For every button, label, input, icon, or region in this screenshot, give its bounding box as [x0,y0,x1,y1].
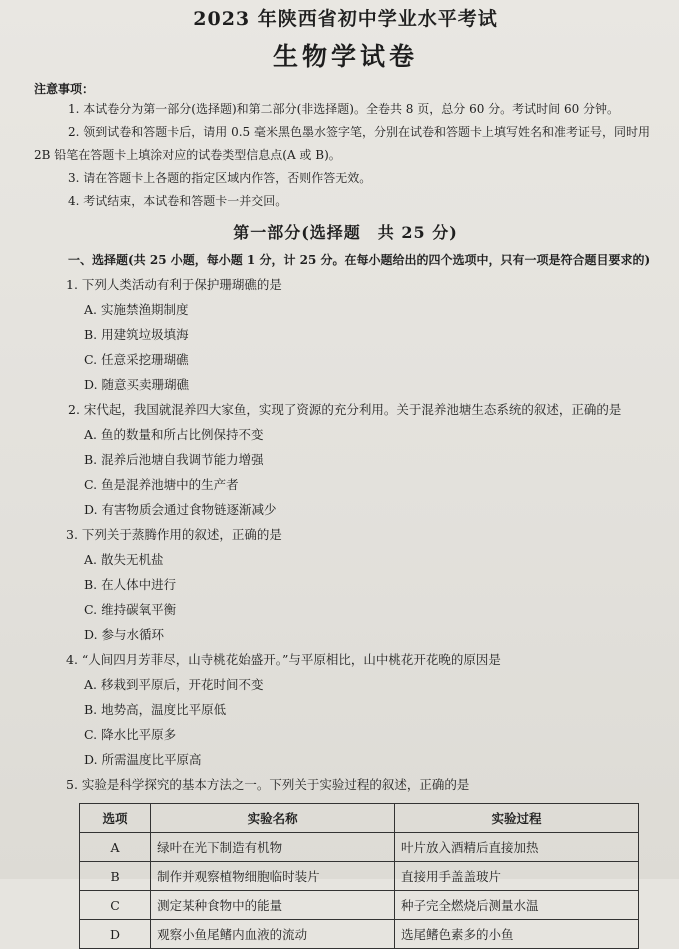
option: B. 混养后池塘自我调节能力增强 [84,452,264,467]
question-stem: 4. “人间四月芳菲尽，山寺桃花始盛开。”与平原相比，山中桃花开花晚的原因是 [66,652,501,667]
option: C. 降水比平原多 [84,727,177,742]
part1-title: 第一部分(选择题 共 25 分) [233,223,458,242]
exam-title: 2023 年陕西省初中学业水平考试 [193,8,498,30]
table-cell: A [80,833,151,862]
table-cell: 绿叶在光下制造有机物 [151,833,395,862]
table-header: 选项 [80,804,151,833]
option: C. 鱼是混养池塘中的生产者 [84,477,239,492]
option: A. 鱼的数量和所占比例保持不变 [84,427,264,442]
table-row [80,833,639,862]
question-options [34,547,657,647]
table-header-row [80,804,639,833]
option: A. 散失无机盐 [84,552,164,567]
table-cell: 种子完全燃烧后测量水温 [395,891,639,920]
question-options [34,422,657,522]
subject-title: 生物学试卷 [272,42,418,71]
table-row [80,862,639,891]
notice-item: 3. 请在答题卡上各题的指定区域内作答，否则作答无效。 [68,171,372,185]
table-row [80,920,639,949]
option: D. 所需温度比平原高 [84,752,202,767]
notice-item: 2. 领到试卷和答题卡后，请用 0.5 毫米黑色墨水签字笔，分别在试卷和答题卡上填写姓名和准考证号，同时用 2B 铅笔在答题卡上填涂对应的试卷类型信息点(A 或 B)。 [34,125,650,162]
option: C. 任意采挖珊瑚礁 [84,352,189,367]
table-cell: D [80,920,151,949]
part1-instruction: 一、选择题(共 25 小题，每小题 1 分，计 25 分。在每小题给出的四个选项中，只有一项是符合题目要求的) [68,253,651,267]
table-header: 实验名称 [151,804,395,833]
question-options [34,672,657,772]
option: B. 地势高，温度比平原低 [84,702,227,717]
question-stem: 2. 宋代起，我国就混养四大家鱼，实现了资源的充分利用。关于混养池塘生态系统的叙述，正确的是 [68,402,622,417]
option: A. 移栽到平原后，开花时间不变 [84,677,264,692]
notice-heading: 注意事项： [34,82,95,96]
table-cell: 叶片放入酒精后直接加热 [395,833,639,862]
table-row [80,891,639,920]
table-cell: 直接用手盖盖玻片 [395,862,639,891]
option: D. 参与水循环 [84,627,165,642]
option: D. 随意买卖珊瑚礁 [84,377,190,392]
notice-item: 1. 本试卷分为第一部分(选择题)和第二部分(非选择题)。全卷共 8 页，总分 60 分。考试时间 60 分钟。 [68,102,620,116]
table-cell: 制作并观察植物细胞临时装片 [151,862,395,891]
option: D. 有害物质会通过食物链逐渐减少 [84,502,277,517]
question-stem: 3. 下列关于蒸腾作用的叙述，正确的是 [66,527,282,542]
question-options [34,297,657,397]
question-stem: 1. 下列人类活动有利于保护珊瑚礁的是 [66,277,282,292]
table-cell: B [80,862,151,891]
option: C. 维持碳氧平衡 [84,602,177,617]
question-stem: 5. 实验是科学探究的基本方法之一。下列关于实验过程的叙述，正确的是 [66,777,470,792]
table-cell: 测定某种食物中的能量 [151,891,395,920]
option: B. 在人体中进行 [84,577,177,592]
notice-item: 4. 考试结束，本试卷和答题卡一并交回。 [68,194,288,208]
table-cell: 观察小鱼尾鳍内血液的流动 [151,920,395,949]
table-header: 实验过程 [395,804,639,833]
table-cell: 选尾鳍色素多的小鱼 [395,920,639,949]
experiment-table [79,803,639,949]
option: A. 实施禁渔期制度 [84,302,189,317]
option: B. 用建筑垃圾填海 [84,327,189,342]
table-cell: C [80,891,151,920]
